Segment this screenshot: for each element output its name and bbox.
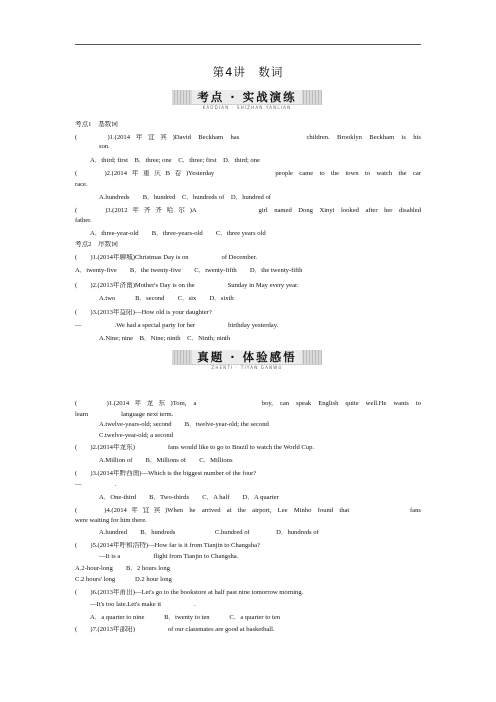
question-line: ( )4.(2014年宜宾)When he arrived at the airport, Lee Minho found that fans [75, 507, 421, 514]
banner-bar [172, 90, 322, 105]
question-line: learn language next term. [75, 411, 174, 418]
answer-options: A．twenty-five B．the twenty-five C．twenty-fifth D．the twenty-fifth [75, 267, 303, 274]
question-line: —It's too late.Let's make it . [90, 601, 196, 608]
answer-options: A.Million of B．Millions of C．Millions [99, 457, 233, 464]
question-line: son. [99, 143, 110, 150]
answer-options: C.twelve-year-old; a second [99, 432, 174, 439]
section-heading: 考点2 序数词 [75, 241, 118, 248]
section-heading: 考点1 基数词 [75, 121, 118, 128]
top-divider [75, 44, 421, 45]
banner-bar [172, 350, 322, 365]
answer-options: C.2 hours' long D.2 hour long [75, 576, 172, 583]
question-line: ( )6.(2013年莆田)—Let's go to the bookstore at half past nine tomorrow morning. [75, 589, 304, 596]
question-line: ( )5.(2014年呼和浩特)—How far is it from Tianjin to Changsha? [75, 542, 260, 549]
question-line: — .We had a special party for her birthday yesterday. [75, 322, 279, 329]
answer-options: A.hundreds B．hundred C．hundreds of D．hundred of [99, 194, 271, 201]
answer-options: A．One-third B．Two-thirds C．A half D．A quarter [99, 494, 279, 501]
question-line: ( )2.(2014年重庆B卷)Yesterday people came to the town to watch the car [75, 170, 421, 177]
answer-options: A.twelve-years-old; second B．twelve-year-old; the second [99, 421, 269, 428]
banner-title: 考点 · 实战演练 [192, 90, 301, 104]
answer-options: A.hundred B．hundreds C.hundred of D．hundreds of [99, 529, 319, 536]
section-banner-exam [172, 350, 322, 372]
banner-subtitle: ZHENTI · TIYAN GANWU [211, 365, 283, 370]
banner-title: 真题 · 体验感悟 [192, 350, 301, 364]
question-line: — . [75, 481, 117, 488]
answer-options: A.two B．second C．six D．sixth [99, 295, 234, 302]
question-line: ( )7.(2013年邵阳) of our classmates are good at basketball. [75, 626, 275, 633]
page-title: 第4讲 数词 [212, 65, 284, 79]
question-line: ( )1.(2014年聊城)Christmas Day is on of December. [75, 254, 258, 261]
question-line: race. [75, 181, 88, 188]
question-line: ( )3.(2014年黔西南)—Which is the biggest number of the four? [75, 470, 257, 477]
answer-options: A.2-hour-long B．2 hours long [75, 565, 170, 572]
answer-options: A.Nine; nine B．Nine; ninth C．Ninth; ninth [99, 335, 231, 342]
question-line: ( )1.(2014年宜宾)David Beckham has children. Brooklyn Beckham is his [75, 134, 421, 141]
banner-subtitle: KAODIAN · SHIZHAN YANLIAN [202, 105, 292, 110]
question-line: ( )2.(2014年龙东) fans would like to go to Brazil to watch the World Cup. [75, 444, 315, 451]
question-line: ( )3.(2013年益阳)—How old is your daughter? [75, 309, 212, 316]
question-line: —It is a flight from Tianjin to Changsha. [99, 553, 239, 560]
question-line: ( )3.(2012年齐齐哈尔)A girl named Dong Xinyi looked after her disabled [75, 207, 421, 214]
answer-options: A．third; first B．three; one C．three; first D．third; one [90, 157, 260, 164]
answer-options: A．three-year-old B．three-years-old C．three years old [90, 230, 266, 237]
answer-options: A．a quarter to nine B．twenty to ten C．a quarter to ten [90, 614, 281, 621]
question-line: ( )2.(2013年济南)Mother's Day is on the Sunday in May every year. [75, 282, 299, 289]
section-banner-practice [172, 90, 322, 112]
question-line: ( )1.(2014年龙东)Tom, a boy, can speak English quite well.He wants to [75, 400, 421, 407]
question-line: were waiting for him there. [75, 517, 147, 524]
question-line: father. [75, 217, 92, 224]
